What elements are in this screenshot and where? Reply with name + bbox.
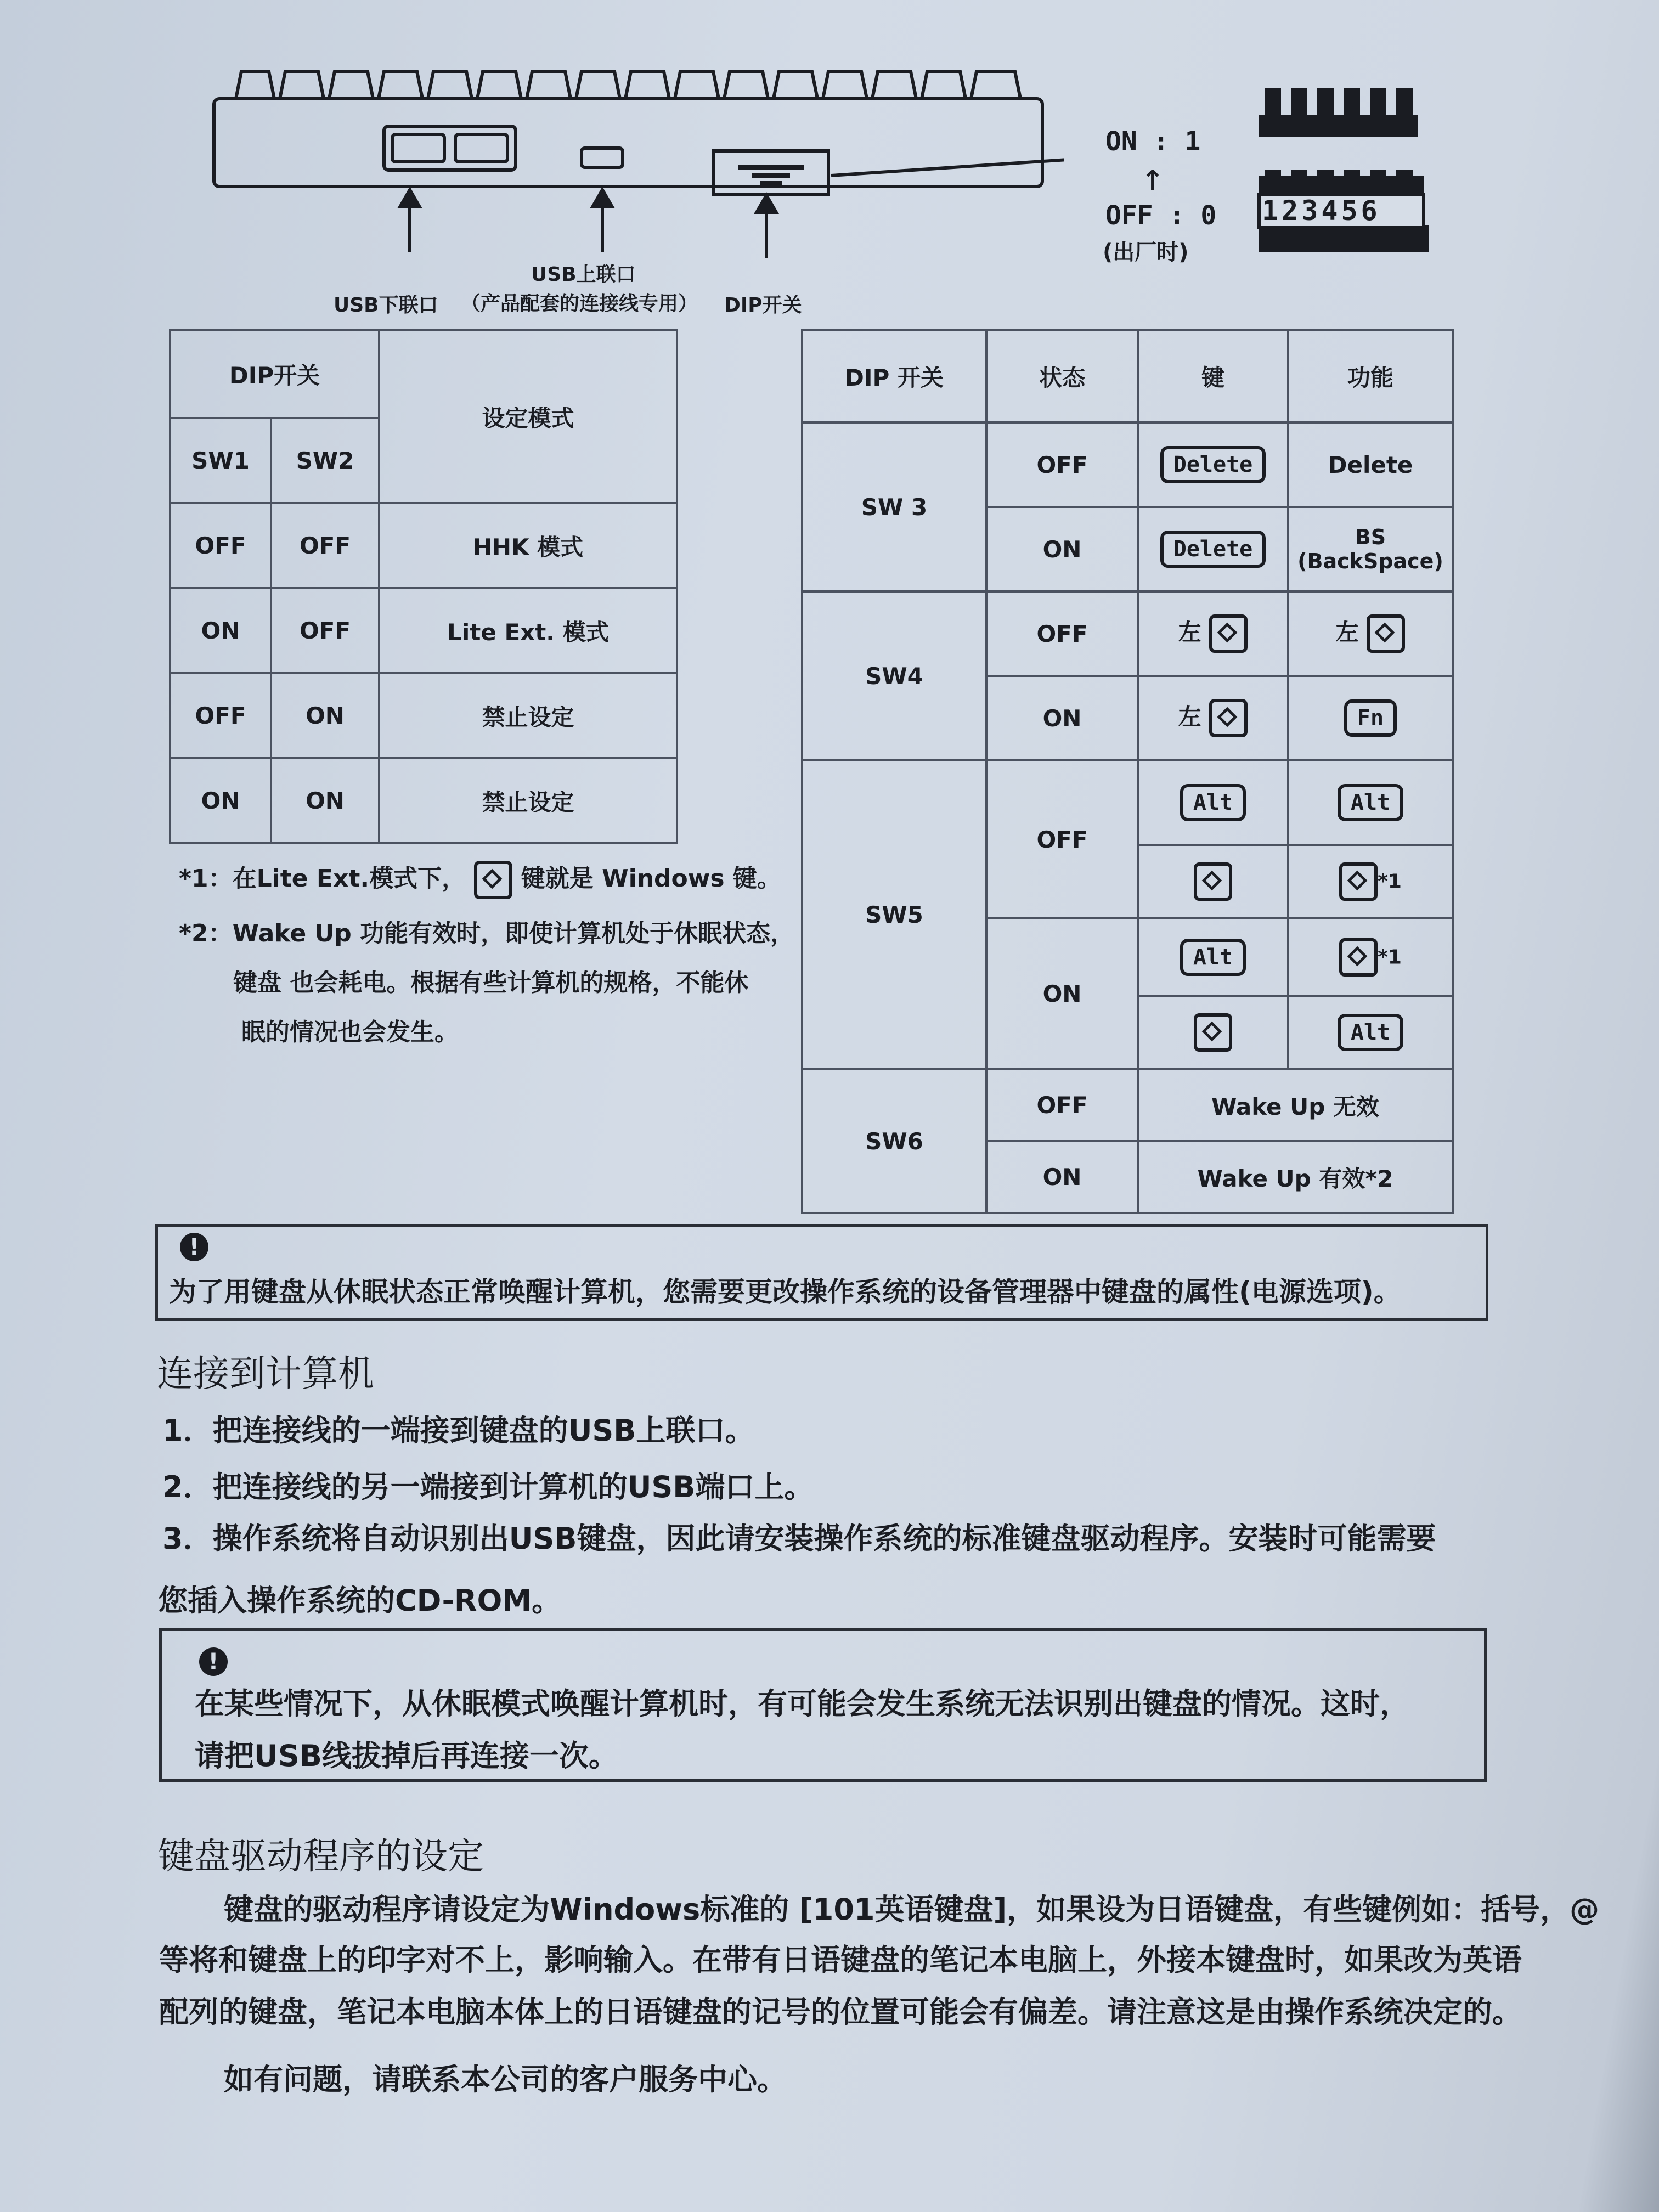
sw1-value: ON (170, 758, 271, 843)
driver-heading: 键盘驱动程序的设定 (158, 1835, 484, 1877)
mode-value: 禁止设定 (379, 758, 677, 843)
function-cell (1288, 676, 1453, 760)
state-header: 状态 (986, 330, 1138, 422)
alt-key-icon: Alt (1338, 784, 1403, 821)
state-on: ON (986, 676, 1138, 760)
notice-text: 为了用键盘从休眠状态正常唤醒计算机，您需要更改操作系统的设备管理器中键盘的属性(电源选项)。 (169, 1276, 1401, 1308)
function-cell (1288, 845, 1453, 918)
function-cell: BS (BackSpace) (1288, 507, 1453, 591)
key-cell (1138, 760, 1288, 845)
dip-number: 4 (1321, 195, 1341, 227)
sw2-value: OFF (271, 503, 379, 588)
dip-header: DIP 开关 (802, 330, 986, 422)
sw3-label: SW 3 (802, 422, 986, 591)
table-row (170, 673, 677, 758)
note-2-line1: *2：Wake Up 功能有效时，即使计算机处于休眠状态， (179, 919, 795, 947)
up-arrow-icon: ↑ (1141, 165, 1164, 196)
key-cell (1138, 422, 1288, 507)
table-row (170, 588, 677, 673)
dip-label: DIP开关 (724, 294, 802, 317)
windows-key-icon (1194, 862, 1232, 901)
left-label: 左 (1178, 618, 1201, 646)
dip-header: DIP开关 (170, 330, 379, 418)
dip-number: 3 (1301, 195, 1322, 227)
factory-label: (出厂时) (1103, 240, 1189, 265)
function-header: 功能 (1288, 330, 1453, 422)
dip-switch-icon (1254, 66, 1429, 258)
function-cell: Delete (1288, 422, 1453, 507)
left-label: 左 (1178, 703, 1201, 730)
sw1-header: SW1 (170, 418, 271, 503)
driver-contact-line: 如有问题，请联系本公司的客户服务中心。 (224, 2062, 787, 2097)
alt-key-icon: Alt (1338, 1014, 1403, 1051)
state-on: ON (986, 1141, 1138, 1213)
note-ref: *1 (1378, 870, 1402, 893)
sw2-value: ON (271, 758, 379, 843)
state-off: OFF (986, 1069, 1138, 1141)
function-cell (1288, 760, 1453, 845)
sw4-label: SW4 (802, 591, 986, 760)
dip-numbers (1262, 195, 1381, 227)
note-1 (179, 859, 781, 899)
key-cell (1138, 845, 1288, 918)
connect-step-continued: 您插入操作系统的CD-ROM。 (158, 1583, 562, 1618)
note-1-prefix: *1：在Lite Ext.模式下， (179, 865, 466, 893)
state-on: ON (986, 918, 1138, 1069)
state-on: ON (986, 507, 1138, 591)
notice-box-usb (159, 1628, 1487, 1782)
dip-number: 5 (1341, 195, 1361, 227)
windows-key-icon (1209, 699, 1248, 737)
windows-key-icon (1194, 1013, 1232, 1052)
usb-up-note: （产品配套的连接线专用） (461, 292, 698, 315)
usb-down-label: USB下联口 (334, 294, 438, 317)
connect-step: 2．把连接线的另一端接到计算机的USB端口上。 (162, 1470, 814, 1504)
key-cell (1138, 918, 1288, 996)
notice-box-sleep (155, 1224, 1488, 1321)
alt-key-icon: Alt (1180, 784, 1246, 821)
connect-heading: 连接到计算机 (157, 1352, 374, 1395)
function-cell (1288, 996, 1453, 1069)
windows-key-icon (1339, 862, 1378, 901)
sw2-value: ON (271, 673, 379, 758)
dip-number: 1 (1262, 195, 1282, 227)
mode-value: HHK 模式 (379, 503, 677, 588)
mode-value: 禁止设定 (379, 673, 677, 758)
sw2-value: OFF (271, 588, 379, 673)
note-2-line3: 眠的情况也会发生。 (241, 1018, 459, 1046)
key-cell (1138, 507, 1288, 591)
windows-key-icon (1209, 614, 1248, 653)
key-cell (1138, 676, 1288, 760)
switch-table (801, 329, 1454, 1214)
driver-paragraph-line: 等将和键盘上的印字对不上，影响输入。在带有日语键盘的笔记本电脑上，外接本键盘时，如果改为英语 (159, 1943, 1522, 1977)
windows-key-icon (1367, 614, 1405, 653)
fn-key-icon: Fn (1344, 699, 1397, 737)
state-off: OFF (986, 760, 1138, 918)
table-row (170, 503, 677, 588)
connect-step: 1．把连接线的一端接到键盘的USB上联口。 (162, 1413, 755, 1448)
sw1-value: OFF (170, 673, 271, 758)
keyboard-side-view (208, 55, 1064, 208)
usb-down-arrow (408, 203, 411, 252)
mode-header: 设定模式 (379, 330, 677, 503)
exclamation-icon: ! (180, 1233, 208, 1261)
exclamation-icon: ! (199, 1647, 228, 1676)
state-off: OFF (986, 591, 1138, 676)
delete-key-icon: Delete (1160, 531, 1266, 568)
sw5-label: SW5 (802, 760, 986, 1069)
alt-key-icon: Alt (1180, 939, 1246, 976)
left-label: 左 (1335, 618, 1359, 646)
function-cell: Wake Up 有效*2 (1138, 1141, 1453, 1213)
notice-line: 在某些情况下，从休眠模式唤醒计算机时，有可能会发生系统无法识别出键盘的情况。这时， (195, 1686, 1409, 1721)
mode-value: Lite Ext. 模式 (379, 588, 677, 673)
dip-number: 6 (1361, 195, 1381, 227)
note-1-suffix: 键就是 Windows 键。 (521, 865, 781, 893)
mode-table (169, 329, 678, 844)
windows-key-icon (474, 861, 512, 899)
key-header: 键 (1138, 330, 1288, 422)
off-label: OFF : 0 (1105, 200, 1217, 231)
on-label: ON : 1 (1105, 126, 1201, 157)
note-ref: *1 (1378, 946, 1402, 968)
note-2-line2: 键盘 也会耗电。根据有些计算机的规格，不能休 (233, 969, 749, 997)
dip-number: 2 (1282, 195, 1302, 227)
driver-paragraph-line: 配列的键盘，笔记本电脑本体上的日语键盘的记号的位置可能会有偏差。请注意这是由操作系统决定的。 (159, 1995, 1522, 2029)
key-cell (1138, 591, 1288, 676)
state-off: OFF (986, 422, 1138, 507)
function-cell: Wake Up 无效 (1138, 1069, 1453, 1141)
delete-key-icon: Delete (1160, 446, 1266, 483)
function-cell (1288, 591, 1453, 676)
usb-up-label: USB上联口 (531, 263, 636, 286)
notice-line: 请把USB线拔掉后再连接一次。 (195, 1739, 618, 1773)
windows-key-icon (1339, 938, 1378, 977)
dip-arrow (765, 208, 768, 258)
function-cell (1288, 918, 1453, 996)
sw1-value: ON (170, 588, 271, 673)
table-row (170, 758, 677, 843)
usb-up-arrow (601, 203, 604, 252)
sw1-value: OFF (170, 503, 271, 588)
driver-paragraph-line: 键盘的驱动程序请设定为Windows标准的 [101英语键盘]，如果设为日语键盘，有些键例如：括号，@ (224, 1892, 1600, 1927)
sw6-label: SW6 (802, 1069, 986, 1213)
key-cell (1138, 996, 1288, 1069)
sw2-header: SW2 (271, 418, 379, 503)
connect-step: 3．操作系统将自动识别出USB键盘，因此请安装操作系统的标准键盘驱动程序。安装时可能需要 (162, 1521, 1436, 1556)
